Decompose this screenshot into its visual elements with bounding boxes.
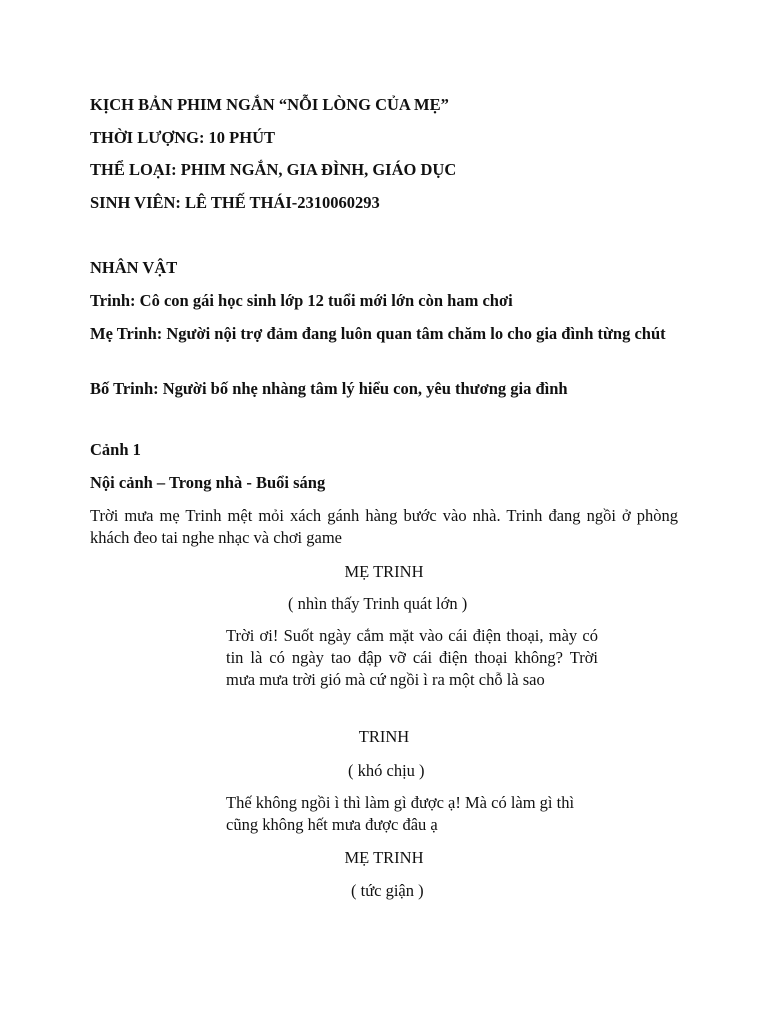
dialogue-character: TRINH	[358, 727, 410, 746]
scene-action: Trời mưa mẹ Trinh mệt mỏi xách gánh hàng bước vào nhà. Trinh đang ngồi ở phòng khách đeo tai nghe nhạc và chơi game	[90, 506, 678, 547]
characters-heading: NHÂN VẬT	[90, 258, 178, 277]
dialogue-parenthetical: ( tức giận )	[351, 881, 424, 900]
character-bo-trinh: Bố Trinh: Người bố nhẹ nhàng tâm lý hiểu con, yêu thương gia đình	[90, 379, 568, 398]
scene-heading: Cảnh 1	[90, 440, 141, 459]
duration-line: THỜI LƯỢNG: 10 PHÚT	[90, 128, 276, 147]
dialogue-line: Trời ơi! Suốt ngày cắm mặt vào cái điện thoại, mày có tin là có ngày tao đập vỡ cái điện thoại không? Trời mưa mưa trời gió mà cứ ngồi ì ra một chỗ là sao	[226, 626, 598, 689]
scene-setting: Nội cảnh – Trong nhà - Buổi sáng	[90, 473, 326, 492]
dialogue-line: Thế không ngồi ì thì làm gì được ạ! Mà có làm gì thì cũng không hết mưa được đâu ạ	[226, 793, 575, 834]
character-trinh: Trinh: Cô con gái học sinh lớp 12 tuổi mới lớn còn ham chơi	[90, 291, 513, 310]
dialogue-character: MẸ TRINH	[344, 848, 424, 867]
character-me-trinh: Mẹ Trinh: Người nội trợ đảm đang luôn quan tâm chăm lo cho gia đình từng chút	[90, 324, 666, 343]
genre-line: THỂ LOẠI: PHIM NGẮN, GIA ĐÌNH, GIÁO DỤC	[90, 160, 457, 179]
dialogue-parenthetical: ( nhìn thấy Trinh quát lớn )	[288, 594, 468, 613]
dialogue-parenthetical: ( khó chịu )	[348, 761, 425, 780]
dialogue-character: MẸ TRINH	[344, 562, 424, 581]
student-line: SINH VIÊN: LÊ THẾ THÁI-2310060293	[90, 193, 380, 212]
script-title: KỊCH BẢN PHIM NGẮN “NỖI LÒNG CỦA MẸ”	[90, 95, 449, 114]
